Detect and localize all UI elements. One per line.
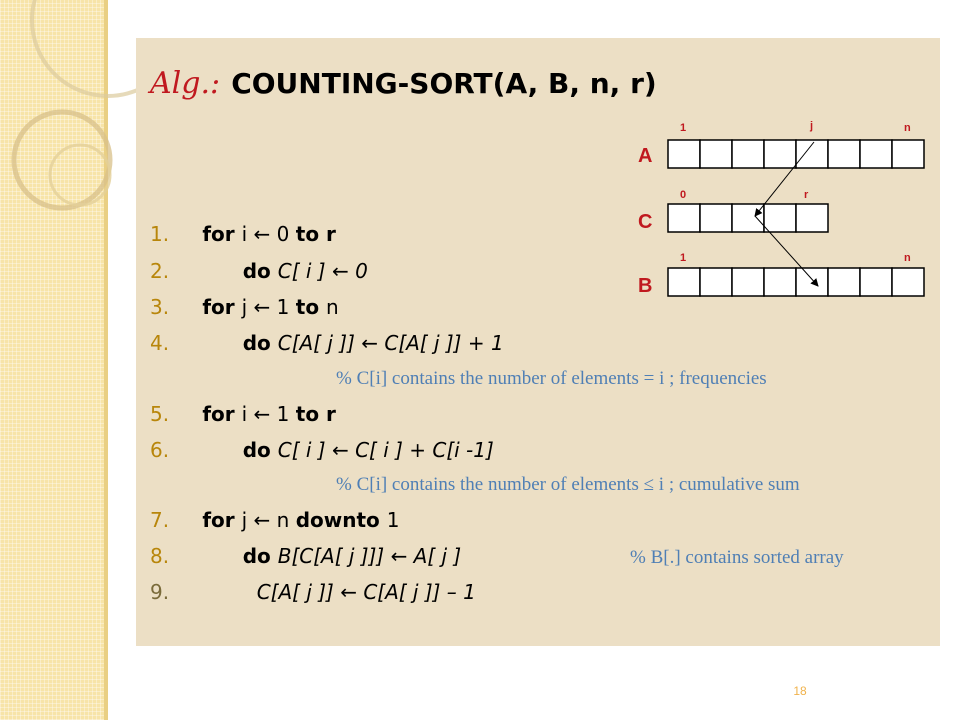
- code-bound: n: [326, 295, 339, 319]
- line-number: 6.: [150, 438, 170, 462]
- array-label-c: C: [638, 211, 653, 233]
- array-label-a: A: [638, 145, 653, 167]
- index-label-a-j: j: [810, 120, 814, 132]
- code-expression: j ← n: [241, 508, 296, 532]
- code-line: [150, 259, 368, 291]
- line-number: 8.: [150, 544, 170, 568]
- array-b-cell: [796, 268, 828, 296]
- array-b-cell: [764, 268, 796, 296]
- keyword-downto: downto: [295, 508, 387, 532]
- array-b-cell: [860, 268, 892, 296]
- array-a-cell: [764, 140, 796, 168]
- array-b-cell: [892, 268, 924, 296]
- keyword-to: to: [295, 222, 327, 246]
- code-expression: i ← 1: [241, 402, 296, 426]
- line-number: 9.: [150, 580, 170, 604]
- array-b-cell: [700, 268, 732, 296]
- array-b-cell: [668, 268, 700, 296]
- array-a-cell: [700, 140, 732, 168]
- code-line: [150, 438, 494, 470]
- array-b-cell: [828, 268, 860, 296]
- keyword-for: for: [202, 295, 242, 319]
- comment-sorted-array: % B[.] contains sorted array: [630, 547, 844, 568]
- array-b-cells: [668, 268, 924, 296]
- code-line: [150, 331, 504, 363]
- line-number: 4.: [150, 331, 170, 355]
- keyword-do: do: [242, 438, 278, 462]
- line-number: 3.: [150, 295, 170, 319]
- comment-frequencies: % C[i] contains the number of elements = i ; frequencies: [336, 368, 767, 389]
- line-number: 1.: [150, 222, 170, 246]
- array-a-cell: [892, 140, 924, 168]
- keyword-to: to: [295, 295, 327, 319]
- array-a-cell: [860, 140, 892, 168]
- array-a-cell: [732, 140, 764, 168]
- code-expression: C[ i ] ← C[ i ] + C[i -1]: [277, 438, 494, 462]
- keyword-do: do: [242, 259, 278, 283]
- code-bound: 1: [386, 508, 400, 532]
- array-diagram: [630, 118, 930, 304]
- title-signature: COUNTING-SORT(A, B, n, r): [231, 67, 657, 100]
- array-c-cell: [796, 204, 828, 232]
- keyword-for: for: [202, 222, 242, 246]
- code-bound: r: [326, 402, 336, 426]
- keyword-do: do: [242, 544, 278, 568]
- array-c-cells: [668, 204, 828, 232]
- code-bound: r: [326, 222, 336, 246]
- array-a-cell: [668, 140, 700, 168]
- array-a-cell: [828, 140, 860, 168]
- title-prefix: Alg.:: [150, 66, 221, 101]
- array-label-b: B: [638, 275, 653, 297]
- line-number: 2.: [150, 259, 170, 283]
- index-label-b-start: 1: [680, 252, 687, 264]
- array-c-cell: [668, 204, 700, 232]
- code-line: [150, 222, 336, 254]
- array-c-cell: [764, 204, 796, 232]
- keyword-for: for: [202, 402, 242, 426]
- comment-cumulative-sum: % C[i] contains the number of elements ≤ i ; cumulative sum: [336, 474, 800, 495]
- array-c-cell: [700, 204, 732, 232]
- keyword-do: do: [242, 331, 278, 355]
- index-label-c-end: r: [804, 189, 809, 201]
- code-line: [150, 580, 476, 612]
- index-label-a-start: 1: [680, 122, 687, 134]
- array-c-cell: [732, 204, 764, 232]
- line-number: 5.: [150, 402, 170, 426]
- slide-title: [150, 66, 657, 101]
- keyword-to: to: [295, 402, 327, 426]
- code-expression: C[A[ j ]] ← C[A[ j ]] + 1: [277, 331, 504, 355]
- code-line: [150, 508, 399, 540]
- code-expression: C[ i ] ← 0: [277, 259, 368, 283]
- code-line: [150, 402, 336, 434]
- page-number: 18: [793, 684, 807, 698]
- line-number: 7.: [150, 508, 170, 532]
- index-label-a-end: n: [904, 122, 911, 134]
- code-line: [150, 544, 461, 576]
- code-expression: i ← 0: [241, 222, 296, 246]
- code-expression: B[C[A[ j ]]] ← A[ j ]: [277, 544, 462, 568]
- keyword-for: for: [202, 508, 242, 532]
- decorative-swirl: [0, 0, 140, 260]
- index-label-c-start: 0: [680, 189, 687, 201]
- code-expression: C[A[ j ]] ← C[A[ j ]] – 1: [256, 580, 476, 604]
- code-line: [150, 295, 339, 327]
- array-b-cell: [732, 268, 764, 296]
- code-expression: j ← 1: [241, 295, 296, 319]
- index-label-b-end: n: [904, 252, 911, 264]
